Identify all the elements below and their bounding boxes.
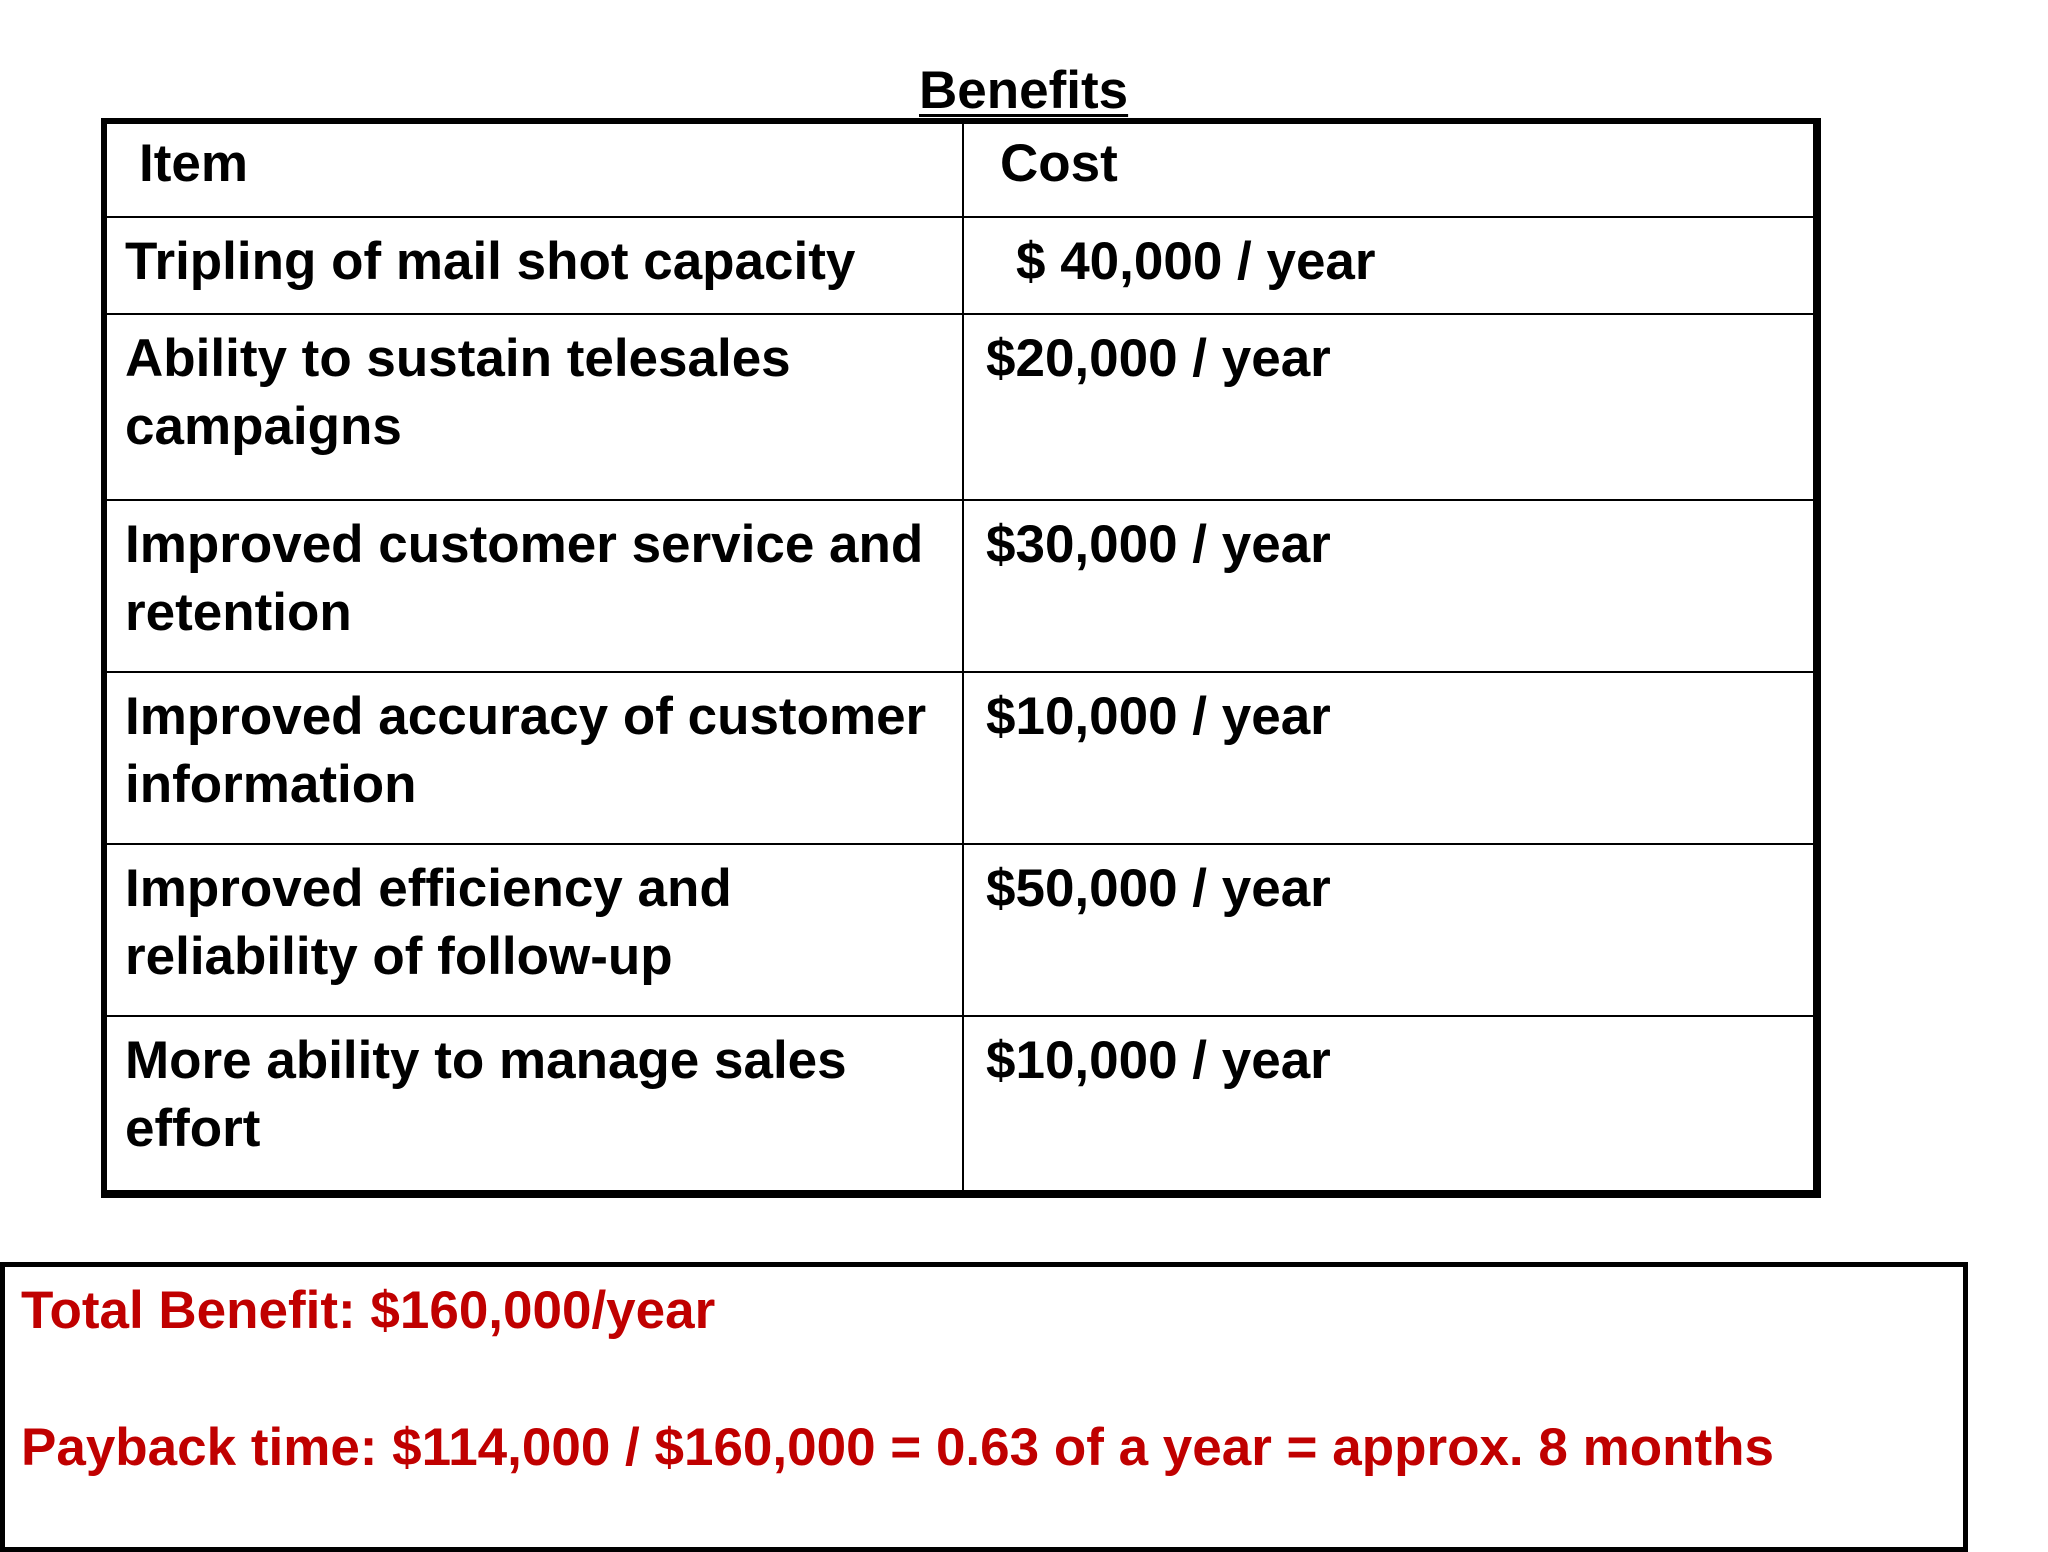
total-benefit-text: Total Benefit: $160,000/year xyxy=(21,1281,716,1340)
cost-text: $10,000 / year xyxy=(986,687,1331,746)
table-outer-border xyxy=(101,118,1819,1196)
table-title: Benefits xyxy=(919,61,1129,120)
cost-text: $10,000 / year xyxy=(986,1031,1331,1090)
item-text: Improved accuracy of customer information xyxy=(125,687,927,814)
cost-text: $50,000 / year xyxy=(986,859,1331,918)
cost-text: $30,000 / year xyxy=(986,515,1331,574)
item-text: Improved customer service and retention xyxy=(125,515,924,642)
header-cost: Cost xyxy=(1000,134,1118,193)
payback-time-text: Payback time: $114,000 / $160,000 = 0.63 of a year = approx. 8 months xyxy=(21,1418,1774,1477)
header-item: Item xyxy=(139,134,248,193)
item-text: Ability to sustain telesales campaigns xyxy=(125,329,791,456)
item-text: Improved efficiency and reliability of follow-up xyxy=(125,859,732,986)
item-text: Tripling of mail shot capacity xyxy=(125,232,856,291)
cost-text: $20,000 / year xyxy=(986,329,1331,388)
item-text: More ability to manage sales effort xyxy=(125,1031,847,1158)
cost-text: $ 40,000 / year xyxy=(1016,232,1376,291)
